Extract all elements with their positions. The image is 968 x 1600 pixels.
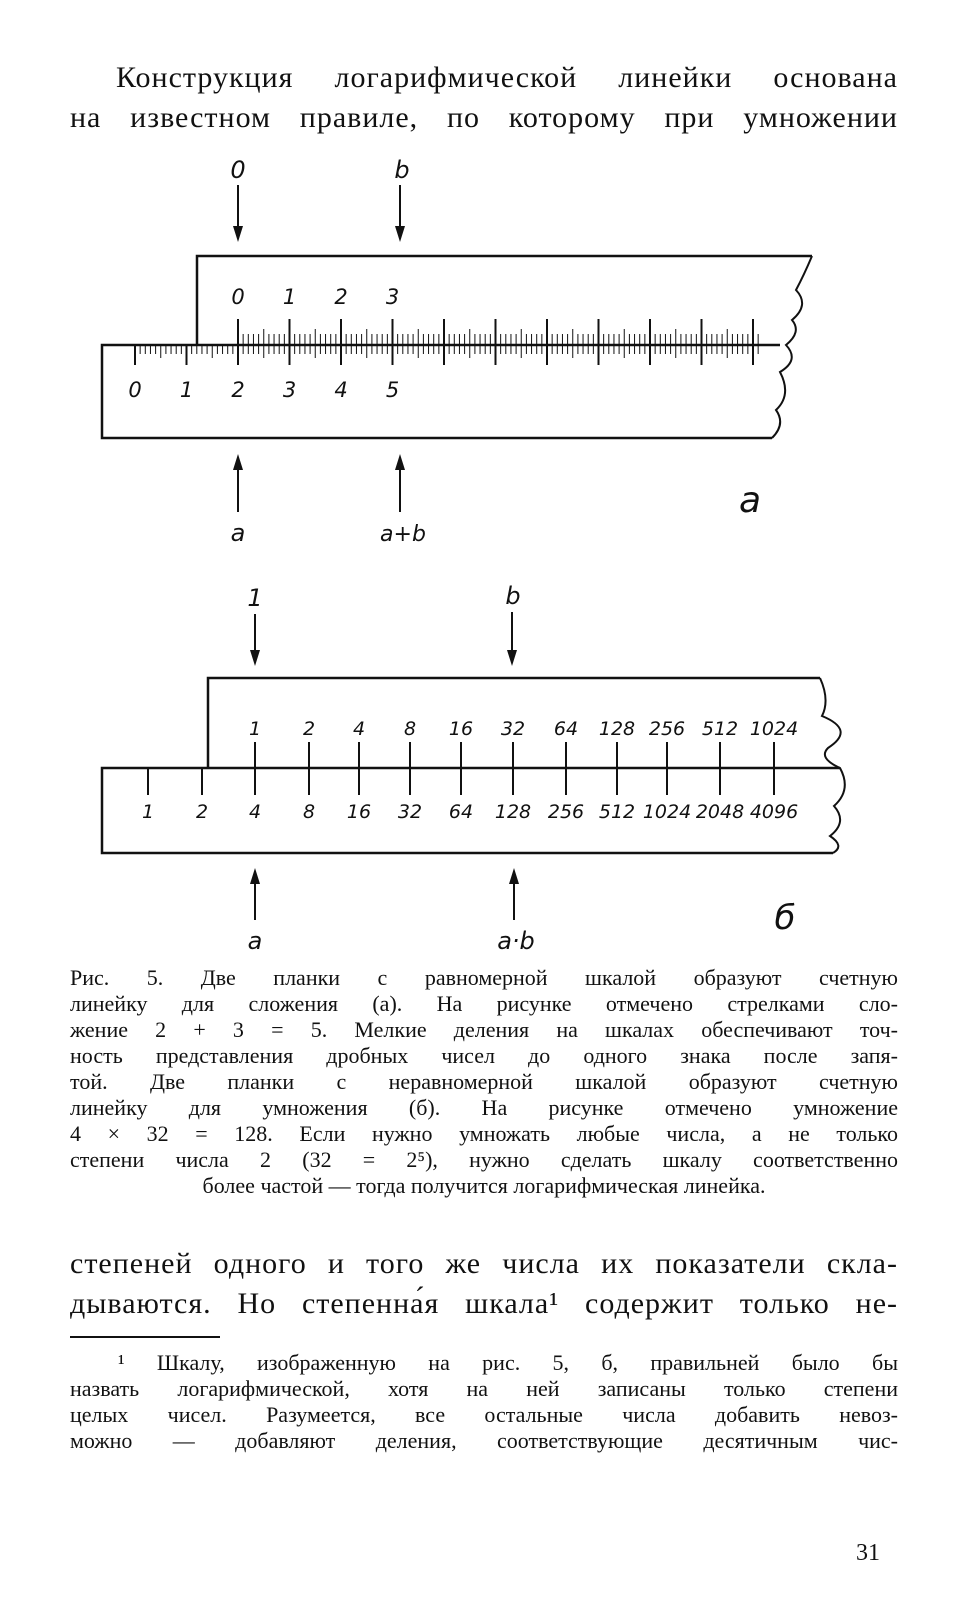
footnote-line: целых чисел. Разумеется, все остальные числа добавить невоз- — [70, 1402, 898, 1427]
caption-line: Рис. 5. Две планки с равномерной шкалой образуют счетную — [70, 965, 898, 990]
upper-scale-label: 3 — [385, 285, 400, 309]
arrow-1-b — [250, 614, 260, 666]
lower-scale-label: 8 — [302, 801, 316, 823]
broken-edge-b — [820, 678, 845, 853]
lower-scale-label: 1 — [141, 801, 155, 823]
upper-scale-label: 128 — [598, 718, 636, 740]
arrow-label-a: a — [230, 519, 246, 547]
arrow-b-b — [507, 612, 517, 666]
lower-scale-label: 512 — [598, 801, 636, 823]
lower-bar-a — [102, 345, 780, 438]
upper-scale-label: 256 — [648, 718, 686, 740]
broken-edge-a — [772, 256, 812, 438]
lower-scale-label: 2 — [195, 801, 209, 823]
upper-scale-label: 512 — [701, 718, 739, 740]
caption-line: линейку для сложения (а). На рисунке отмечено стрелками сло- — [70, 991, 898, 1016]
arrow-label-b: b — [505, 582, 521, 610]
upper-scale-label: 64 — [553, 718, 579, 740]
arrow-b-a — [395, 185, 405, 242]
lower-scale-label: 1024 — [642, 801, 692, 823]
lower-scale-label: 2048 — [695, 801, 745, 823]
lower-scale-label: 3 — [282, 378, 297, 402]
caption-line: жение 2 + 3 = 5. Мелкие деления на шкалах обеспечивают точ- — [70, 1017, 898, 1042]
figure-a-addition-ruler — [102, 156, 812, 547]
upper-scale-label: 32 — [500, 718, 526, 740]
arrow-label-0: 0 — [230, 156, 246, 184]
lower-scale-label: 256 — [547, 801, 585, 823]
arrow-label-a: a — [247, 927, 263, 955]
top-paragraph — [70, 58, 898, 138]
footnote-rule — [70, 1336, 220, 1338]
arrow-label-1: 1 — [247, 584, 263, 612]
upper-scale-label: 2 — [334, 285, 348, 309]
lower-scale-label: 32 — [397, 801, 423, 823]
lower-scale-label: 4096 — [749, 801, 799, 823]
footnote-line: ¹ Шкалу, изображенную на рис. 5, б, правильней было бы — [118, 1350, 898, 1375]
figure-b-multiplication-ruler — [102, 582, 845, 955]
lower-scale-label: 0 — [128, 378, 142, 402]
arrow-0-a — [233, 185, 243, 242]
footnote — [70, 1350, 898, 1454]
page-number: 31 — [856, 1540, 880, 1566]
caption-line: более частой — тогда получится логарифмическая линейка. — [202, 1173, 766, 1198]
lower-scale-label: 64 — [448, 801, 474, 823]
caption-line: ность представления дробных чисел до одного знака после запя- — [70, 1043, 898, 1068]
upper-scale-label: 2 — [302, 718, 316, 740]
arrow-product-b — [509, 868, 519, 920]
panel-letter-a: a — [738, 480, 762, 521]
lower-scale-label: 4 — [248, 801, 262, 823]
arrow-label-a-plus-b: a+b — [380, 522, 426, 547]
arrow-label-b: b — [394, 156, 410, 184]
lower-scale-label: 5 — [385, 378, 400, 402]
caption-line: линейку для умножения (б). На рисунке отмечено умножение — [70, 1095, 898, 1120]
text-line: дываются. Но степенна́я шкала¹ содержит только не- — [70, 1287, 898, 1320]
text-line: на известном правиле, по которому при умножении — [70, 101, 898, 134]
panel-letter-b: б — [774, 898, 796, 938]
scale-ticks-a — [128, 285, 758, 402]
footnote-line: можно — добавляют деления, соответствующие десятичным чис- — [70, 1428, 898, 1453]
upper-scale-label: 4 — [352, 718, 366, 740]
arrow-label-a-times-b: a·b — [497, 927, 535, 955]
upper-scale-label: 0 — [231, 285, 245, 309]
caption-line: 4 × 32 = 128. Если нужно умножать любые числа, а не только — [70, 1121, 898, 1146]
upper-scale-label: 1024 — [749, 718, 799, 740]
upper-scale-label: 1 — [248, 718, 262, 740]
lower-scale-label: 128 — [494, 801, 532, 823]
arrow-a-b — [250, 868, 260, 920]
caption-line: той. Две планки с неравномерной шкалой образуют счетную — [70, 1069, 898, 1094]
caption-line: степени числа 2 (32 = 2⁵), нужно сделать шкалу соответственно — [70, 1147, 898, 1172]
arrow-sum-a — [395, 454, 405, 512]
lower-scale-label: 2 — [231, 378, 245, 402]
lower-scale-label: 16 — [346, 801, 372, 823]
bottom-paragraph — [70, 1244, 898, 1324]
upper-scale-label: 1 — [282, 285, 297, 309]
text-line: Конструкция логарифмической линейки основана — [116, 61, 898, 94]
text-line: степеней одного и того же числа их показатели скла- — [70, 1247, 898, 1280]
lower-scale-label: 1 — [179, 378, 194, 402]
arrow-a-a — [233, 454, 243, 512]
upper-scale-label: 8 — [403, 718, 417, 740]
figure-5 — [0, 150, 968, 960]
lower-scale-label: 4 — [334, 378, 348, 402]
scale-ticks-b — [142, 718, 798, 823]
upper-scale-label: 16 — [448, 718, 474, 740]
figure-caption — [70, 965, 898, 1199]
footnote-line: назвать логарифмической, хотя на ней записаны только степени — [70, 1376, 898, 1401]
